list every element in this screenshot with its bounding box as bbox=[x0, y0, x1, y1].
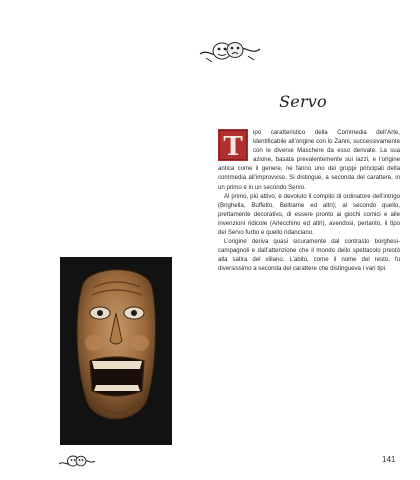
page-number: 141 bbox=[382, 455, 396, 464]
page-title: Servo bbox=[279, 92, 327, 111]
paragraph-3: L’origine deriva quasi sicuramente dal contrasto borghesi-campagnoli e dall’attenzione che il mondo dello spettacolo prestò alla satira del villano. L’abito, come il nome del resto, fu diversissimo a seconda del carattere che distingueva i vari tipi. bbox=[218, 238, 400, 273]
theatre-masks-ornament-top bbox=[198, 38, 262, 64]
mask-photograph bbox=[60, 257, 172, 445]
paragraph-2: Al primo, più attivo, è devoluto il compito di ordinatore dell’intrigo (Brighella, Buffetto, Beltrame ed altri); al secondo quello, prettamente decorativo, di essere pronto ai giochi comici e alle invenzioni ridicole (Arlecchino ed altri), avendosi, pertanto, il tipo del Servo furbo e quello ridanciano. bbox=[218, 192, 400, 237]
theatre-masks-ornament-bottom bbox=[58, 452, 96, 470]
dropcap-letter: T bbox=[223, 132, 243, 161]
dropcap bbox=[218, 129, 248, 161]
body-text bbox=[218, 128, 400, 274]
paragraph-1: ipo caratteristico della Commedia dell’Arte, identificabile all’origine con lo Zanni, successivamente con le diverse Maschere da esso derivate. La sua azione, basata prevalentemente sui lazzi, e l’origine antica come il genere, ne fanno uno dei gruppi principali della commedia all’improvviso. Si distingue, a seconda del carattere, in un primo e in un secondo Servo. bbox=[218, 129, 400, 191]
